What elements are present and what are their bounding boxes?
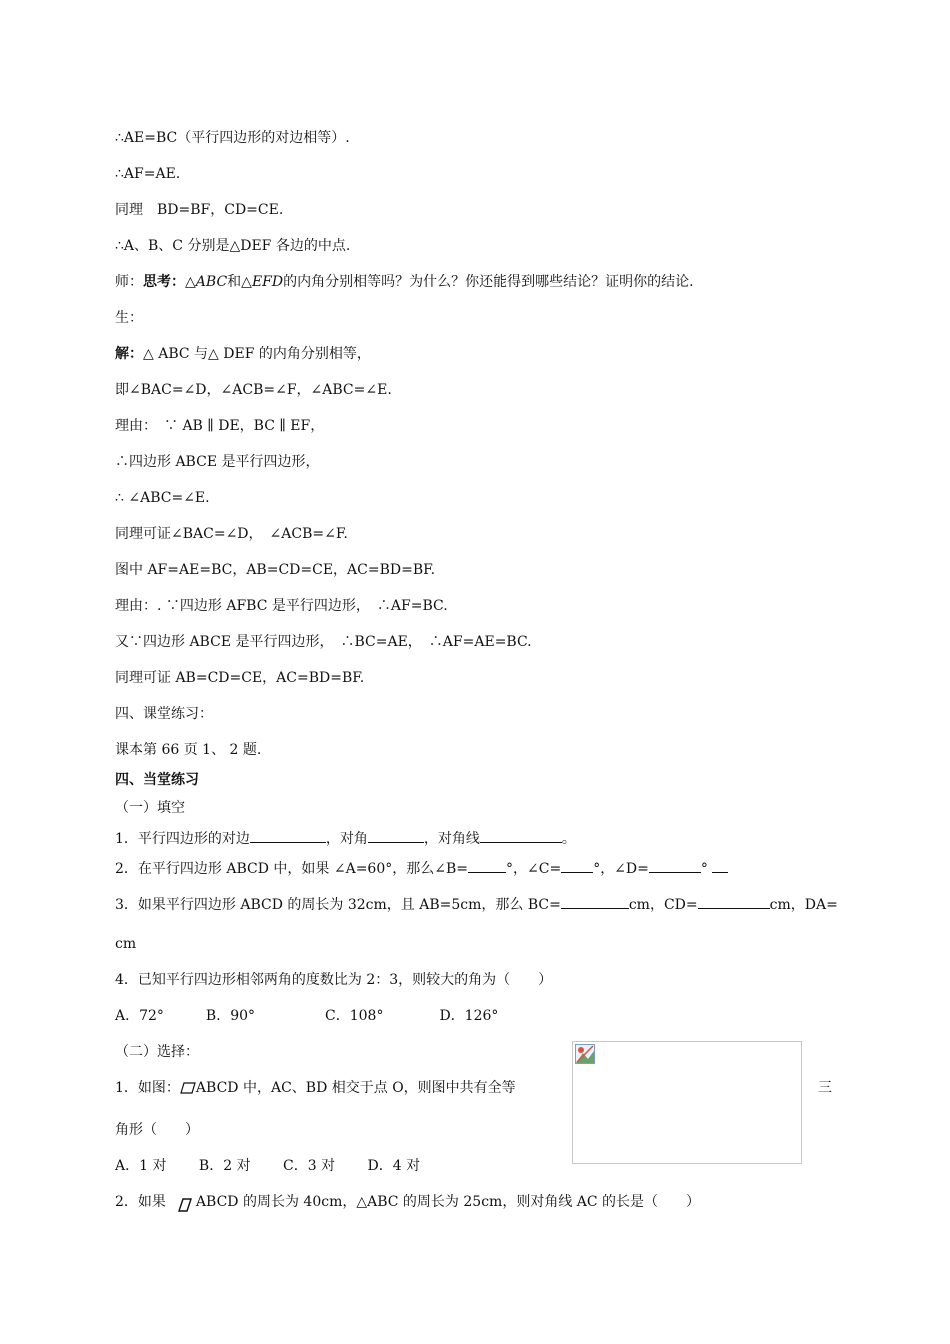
- s1-prefix: 1．如图：: [115, 1080, 180, 1096]
- proof-line-16: 同理可证 AB=CD=CE，AC=BD=BF.: [115, 670, 365, 686]
- proof-line-1: ∴AE=BC（平行四边形的对边相等）.: [115, 130, 350, 146]
- q1-blank-1[interactable]: [250, 828, 326, 843]
- q2-blank-4[interactable]: [712, 858, 728, 873]
- parallelogram-icon-2: [178, 1196, 192, 1218]
- q2-blank-3[interactable]: [649, 858, 701, 873]
- proof-line-3: 同理 BD=BF，CD=CE.: [115, 202, 284, 218]
- fill-question-2: [115, 858, 728, 879]
- q2-blank-2[interactable]: [561, 858, 593, 873]
- q-and: 和△: [227, 274, 252, 290]
- fill-question-3-unit: cm: [115, 936, 137, 952]
- student-label: 生：: [115, 310, 143, 326]
- choice-heading: （二）选择：: [115, 1044, 199, 1060]
- q2-text-c: °，∠D=: [593, 861, 649, 877]
- q3-text-c: cm，DA=: [769, 897, 838, 913]
- solution-text: △ ABC 与△ DEF 的内角分别相等，: [143, 346, 371, 362]
- choice-question-1: [115, 1078, 516, 1100]
- textbook-reference: 课本第 66 页 1、 2 题.: [115, 742, 262, 758]
- s1-text: ABCD 中，AC、BD 相交于点 O，则图中共有全等: [195, 1080, 516, 1096]
- q-tri1: △: [185, 274, 196, 290]
- proof-line-2: ∴AF=AE.: [115, 166, 181, 182]
- q1-text-c: ，对角线: [423, 831, 480, 847]
- think-label: 思考：: [143, 274, 185, 290]
- q3-text-b: cm，CD=: [628, 897, 698, 913]
- parallelogram-icon: [180, 1080, 196, 1100]
- q1-text-b: ，对角: [325, 831, 368, 847]
- q3-blank-1[interactable]: [561, 894, 629, 909]
- broken-image-icon: [575, 1044, 595, 1068]
- fill-question-4-options: A．72° B．90° C．108° D．126°: [115, 1008, 499, 1024]
- fill-question-1: [115, 828, 576, 849]
- q-rest: 的内角分别相等吗？为什么？你还能得到哪些结论？证明你的结论.: [283, 274, 694, 290]
- section-in-class-practice: 四、当堂练习: [115, 772, 199, 788]
- section-classroom-practice: 四、课堂练习：: [115, 706, 213, 722]
- teacher-question: [115, 272, 694, 292]
- choice-question-1-cont: 角形（ ）: [115, 1122, 199, 1138]
- q1-text-a: 1．平行四边形的对边: [115, 831, 250, 847]
- q1-text-d: 。: [561, 831, 576, 847]
- choice-question-1-options: A．1 对 B．2 对 C．3 对 D．4 对: [115, 1158, 421, 1174]
- q1-blank-3[interactable]: [480, 828, 562, 843]
- teacher-label: 师：: [115, 274, 143, 290]
- q-abc: ABC: [195, 274, 228, 290]
- q2-text-b: °，∠C=: [506, 861, 562, 877]
- proof-line-12: 同理可证∠BAC=∠D， ∠ACB=∠F.: [115, 526, 348, 542]
- s2-prefix: 2．如果: [115, 1194, 166, 1210]
- proof-line-11: ∴ ∠ABC=∠E.: [115, 490, 210, 506]
- proof-line-9: 理由： ∵ AB ∥ DE，BC ∥ EF，: [115, 418, 325, 434]
- proof-line-13: 图中 AF=AE=BC，AB=CD=CE，AC=BD=BF.: [115, 562, 436, 578]
- solution-label: 解：: [115, 346, 143, 362]
- q2-text-d: °: [700, 861, 708, 877]
- choice-question-2: [115, 1192, 700, 1218]
- fill-blank-heading: （一）填空: [115, 800, 185, 816]
- proof-line-4: ∴A、B、C 分别是△DEF 各边的中点.: [115, 238, 351, 254]
- q3-text-a: 3．如果平行四边形 ABCD 的周长为 32cm，且 AB=5cm，那么 BC=: [115, 897, 561, 913]
- solution-line: [115, 344, 371, 364]
- choice-question-1-tail: 三: [818, 1080, 832, 1096]
- q2-blank-1[interactable]: [468, 858, 506, 873]
- s2-text: ABCD 的周长为 40cm，△ABC 的周长为 25cm，则对角线 AC 的长是（ ）: [195, 1194, 701, 1210]
- q3-blank-2[interactable]: [698, 894, 770, 909]
- fill-question-4: 4．已知平行四边形相邻两角的度数比为 2：3，则较大的角为（ ）: [115, 972, 553, 988]
- figure-image-placeholder: [572, 1041, 802, 1164]
- proof-line-15: 又∵四边形 ABCE 是平行四边形， ∴BC=AE， ∴AF=AE=BC.: [115, 634, 532, 650]
- q-efd: EFD: [251, 274, 284, 290]
- q1-blank-2[interactable]: [368, 828, 424, 843]
- proof-line-10: ∴四边形 ABCE 是平行四边形，: [115, 454, 320, 470]
- fill-question-3: [115, 894, 838, 915]
- proof-line-14: 理由：. ∵四边形 AFBC 是平行四边形， ∴AF=BC.: [115, 598, 448, 614]
- q2-text-a: 2．在平行四边形 ABCD 中，如果 ∠A=60°，那么∠B=: [115, 861, 468, 877]
- proof-line-8: 即∠BAC=∠D，∠ACB=∠F，∠ABC=∠E.: [115, 382, 392, 398]
